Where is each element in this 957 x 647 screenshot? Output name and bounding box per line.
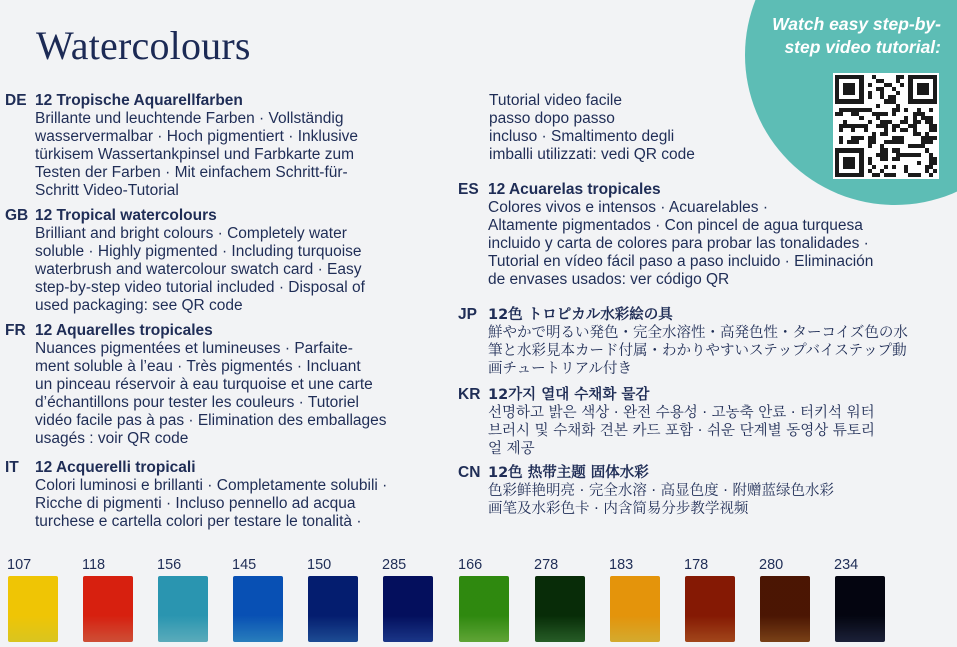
lang-line: Nuances pigmentées et lumineuses · Parfaite- [35,340,353,357]
color-swatch [756,556,816,642]
lang-line: Schritt Video-Tutorial [35,182,179,199]
lang-line: soluble · Highly pigmented · Including turquoise [35,243,362,260]
swatch-chip [308,576,358,642]
qr-code[interactable] [833,73,939,179]
color-swatch [531,556,591,642]
lang-line: un pinceau réservoir à eau turquoise et une carte [35,376,373,393]
video-tutorial-callout [741,13,941,59]
color-swatch [606,556,666,642]
lang-line: d’échantillons pour tester les couleurs · Tutoriel [35,394,359,411]
lang-line: 鮮やかで明るい発色・完全水溶性・高発色性・ターコイズ色の水 [488,325,908,341]
lang-heading: 12色 热带主题 固体水彩 [488,465,649,481]
lang-code: GB [5,207,29,224]
lang-heading: 12 Tropical watercolours [35,207,217,224]
lang-code: CN [458,464,481,481]
lang-code: KR [458,386,481,403]
swatch-chip [760,576,810,642]
lang-line: Colores vivos e intensos · Acuarelables · [488,199,768,216]
color-swatch [681,556,741,642]
color-swatch [79,556,139,642]
swatch-chip [383,576,433,642]
lang-line: 画笔及水彩色卡 · 内含简易分步教学视频 [488,501,749,517]
lang-block-gb [5,207,365,315]
lang-line: Ricche di pigmenti · Incluso pennello ad acqua [35,495,356,512]
lang-heading: 12 Tropische Aquarellfarben [35,92,243,109]
lang-block-jp [458,306,908,378]
swatch-number: 183 [609,557,634,573]
lang-heading: 12色 トロピカル水彩絵の具 [488,307,673,323]
lang-line: wasservermalbar · Hoch pigmentiert · Inklusive [35,128,359,145]
lang-line: imballi utilizzati: vedi QR code [489,146,695,163]
lang-line: step-by-step video tutorial included · Disposal of [35,279,365,296]
qr-module [933,173,937,177]
lang-line: 선명하고 밝은 색상 · 완전 수용성 · 고농축 안료 · 터키석 워터 [488,405,875,421]
swatch-chip [459,576,509,642]
lang-line: 브러시 및 수채화 견본 카드 포함 · 쉬운 단계별 동영상 튜토리 [488,423,875,439]
swatch-chip [158,576,208,642]
color-swatch [304,556,364,642]
lang-line: 色彩鲜艳明亮 · 完全水溶 · 高显色度 · 附赠蓝绿色水彩 [488,483,834,499]
swatch-number: 150 [307,557,332,573]
lang-code: DE [5,92,27,109]
color-swatch [154,556,214,642]
tutorial-line-2: step video tutorial: [784,37,941,57]
lang-line: passo dopo passo [489,110,615,127]
lang-heading: 12 Aquarelles tropicales [35,322,213,339]
lang-heading: 12가지 열대 수채화 물감 [488,387,650,403]
lang-line: ment soluble à l’eau · Très pigmentés · Incluant [35,358,361,375]
swatch-number: 166 [458,557,483,573]
swatch-number: 234 [834,557,859,573]
lang-code: FR [5,322,26,339]
lang-line: incluso · Smaltimento degli [489,128,675,145]
lang-block-cn [458,464,834,518]
color-swatch-row [0,556,957,647]
lang-line: 얼 제공 [488,441,535,457]
lang-heading: 12 Acquerelli tropicali [35,459,196,476]
lang-line: 筆と水彩見本カード付属・わかりやすいステップバイステップ動 [488,343,907,359]
lang-block-it [5,459,387,531]
lang-line: Tutorial video facile [489,92,622,109]
lang-heading: 12 Acuarelas tropicales [488,181,661,198]
lang-line: usagés : voir QR code [35,430,189,447]
lang-code: JP [458,306,477,323]
lang-line: Brillante und leuchtende Farben · Vollständig [35,110,344,127]
swatch-number: 278 [534,557,559,573]
lang-line: türkisem Wassertankpinsel und Farbkarte zum [35,146,355,163]
lang-line: Altamente pigmentados · Con pincel de agua turquesa [488,217,863,234]
lang-line: vidéo facile pas à pas · Elimination des emballages [35,412,387,429]
swatch-chip [535,576,585,642]
lang-block-fr [5,322,387,448]
lang-block-kr [458,386,875,458]
swatch-number: 280 [759,557,784,573]
lang-line: Colori luminosi e brillanti · Completamente solubili · [35,477,388,494]
swatch-number: 118 [82,557,106,573]
lang-code: IT [5,459,19,476]
color-swatch [4,556,64,642]
lang-block-es [458,181,873,289]
swatch-number: 156 [157,557,182,573]
swatch-number: 178 [684,557,709,573]
swatch-number: 285 [382,557,407,573]
lang-block-it-continued [489,92,695,164]
swatch-number: 107 [7,557,32,573]
swatch-chip [8,576,58,642]
tutorial-line-1: Watch easy step-by- [772,14,941,34]
color-swatch [455,556,515,642]
color-swatch [229,556,289,642]
lang-line: Brilliant and bright colours · Completely water [35,225,347,242]
swatch-number: 145 [232,557,257,573]
color-swatch [831,556,891,642]
color-swatch [379,556,439,642]
lang-block-de [5,92,358,200]
lang-code: ES [458,181,479,198]
swatch-chip [83,576,133,642]
lang-line: Testen der Farben · Mit einfachem Schritt-für- [35,164,348,181]
page-title: Watercolours [36,23,251,68]
lang-line: incluido y carta de colores para probar las tonalidades · [488,235,869,252]
lang-line: Tutorial en vídeo fácil paso a paso incluido · Eliminación [488,253,874,270]
lang-line: used packaging: see QR code [35,297,243,314]
swatch-chip [685,576,735,642]
swatch-chip [835,576,885,642]
lang-line: de envases usados: ver código QR [488,271,730,288]
swatch-chip [233,576,283,642]
lang-line: 画チュートリアル付き [488,361,632,377]
lang-line: turchese e cartella colori per testare le tonalità · [35,513,362,530]
lang-line: waterbrush and watercolour swatch card · Easy [35,261,362,278]
swatch-chip [610,576,660,642]
